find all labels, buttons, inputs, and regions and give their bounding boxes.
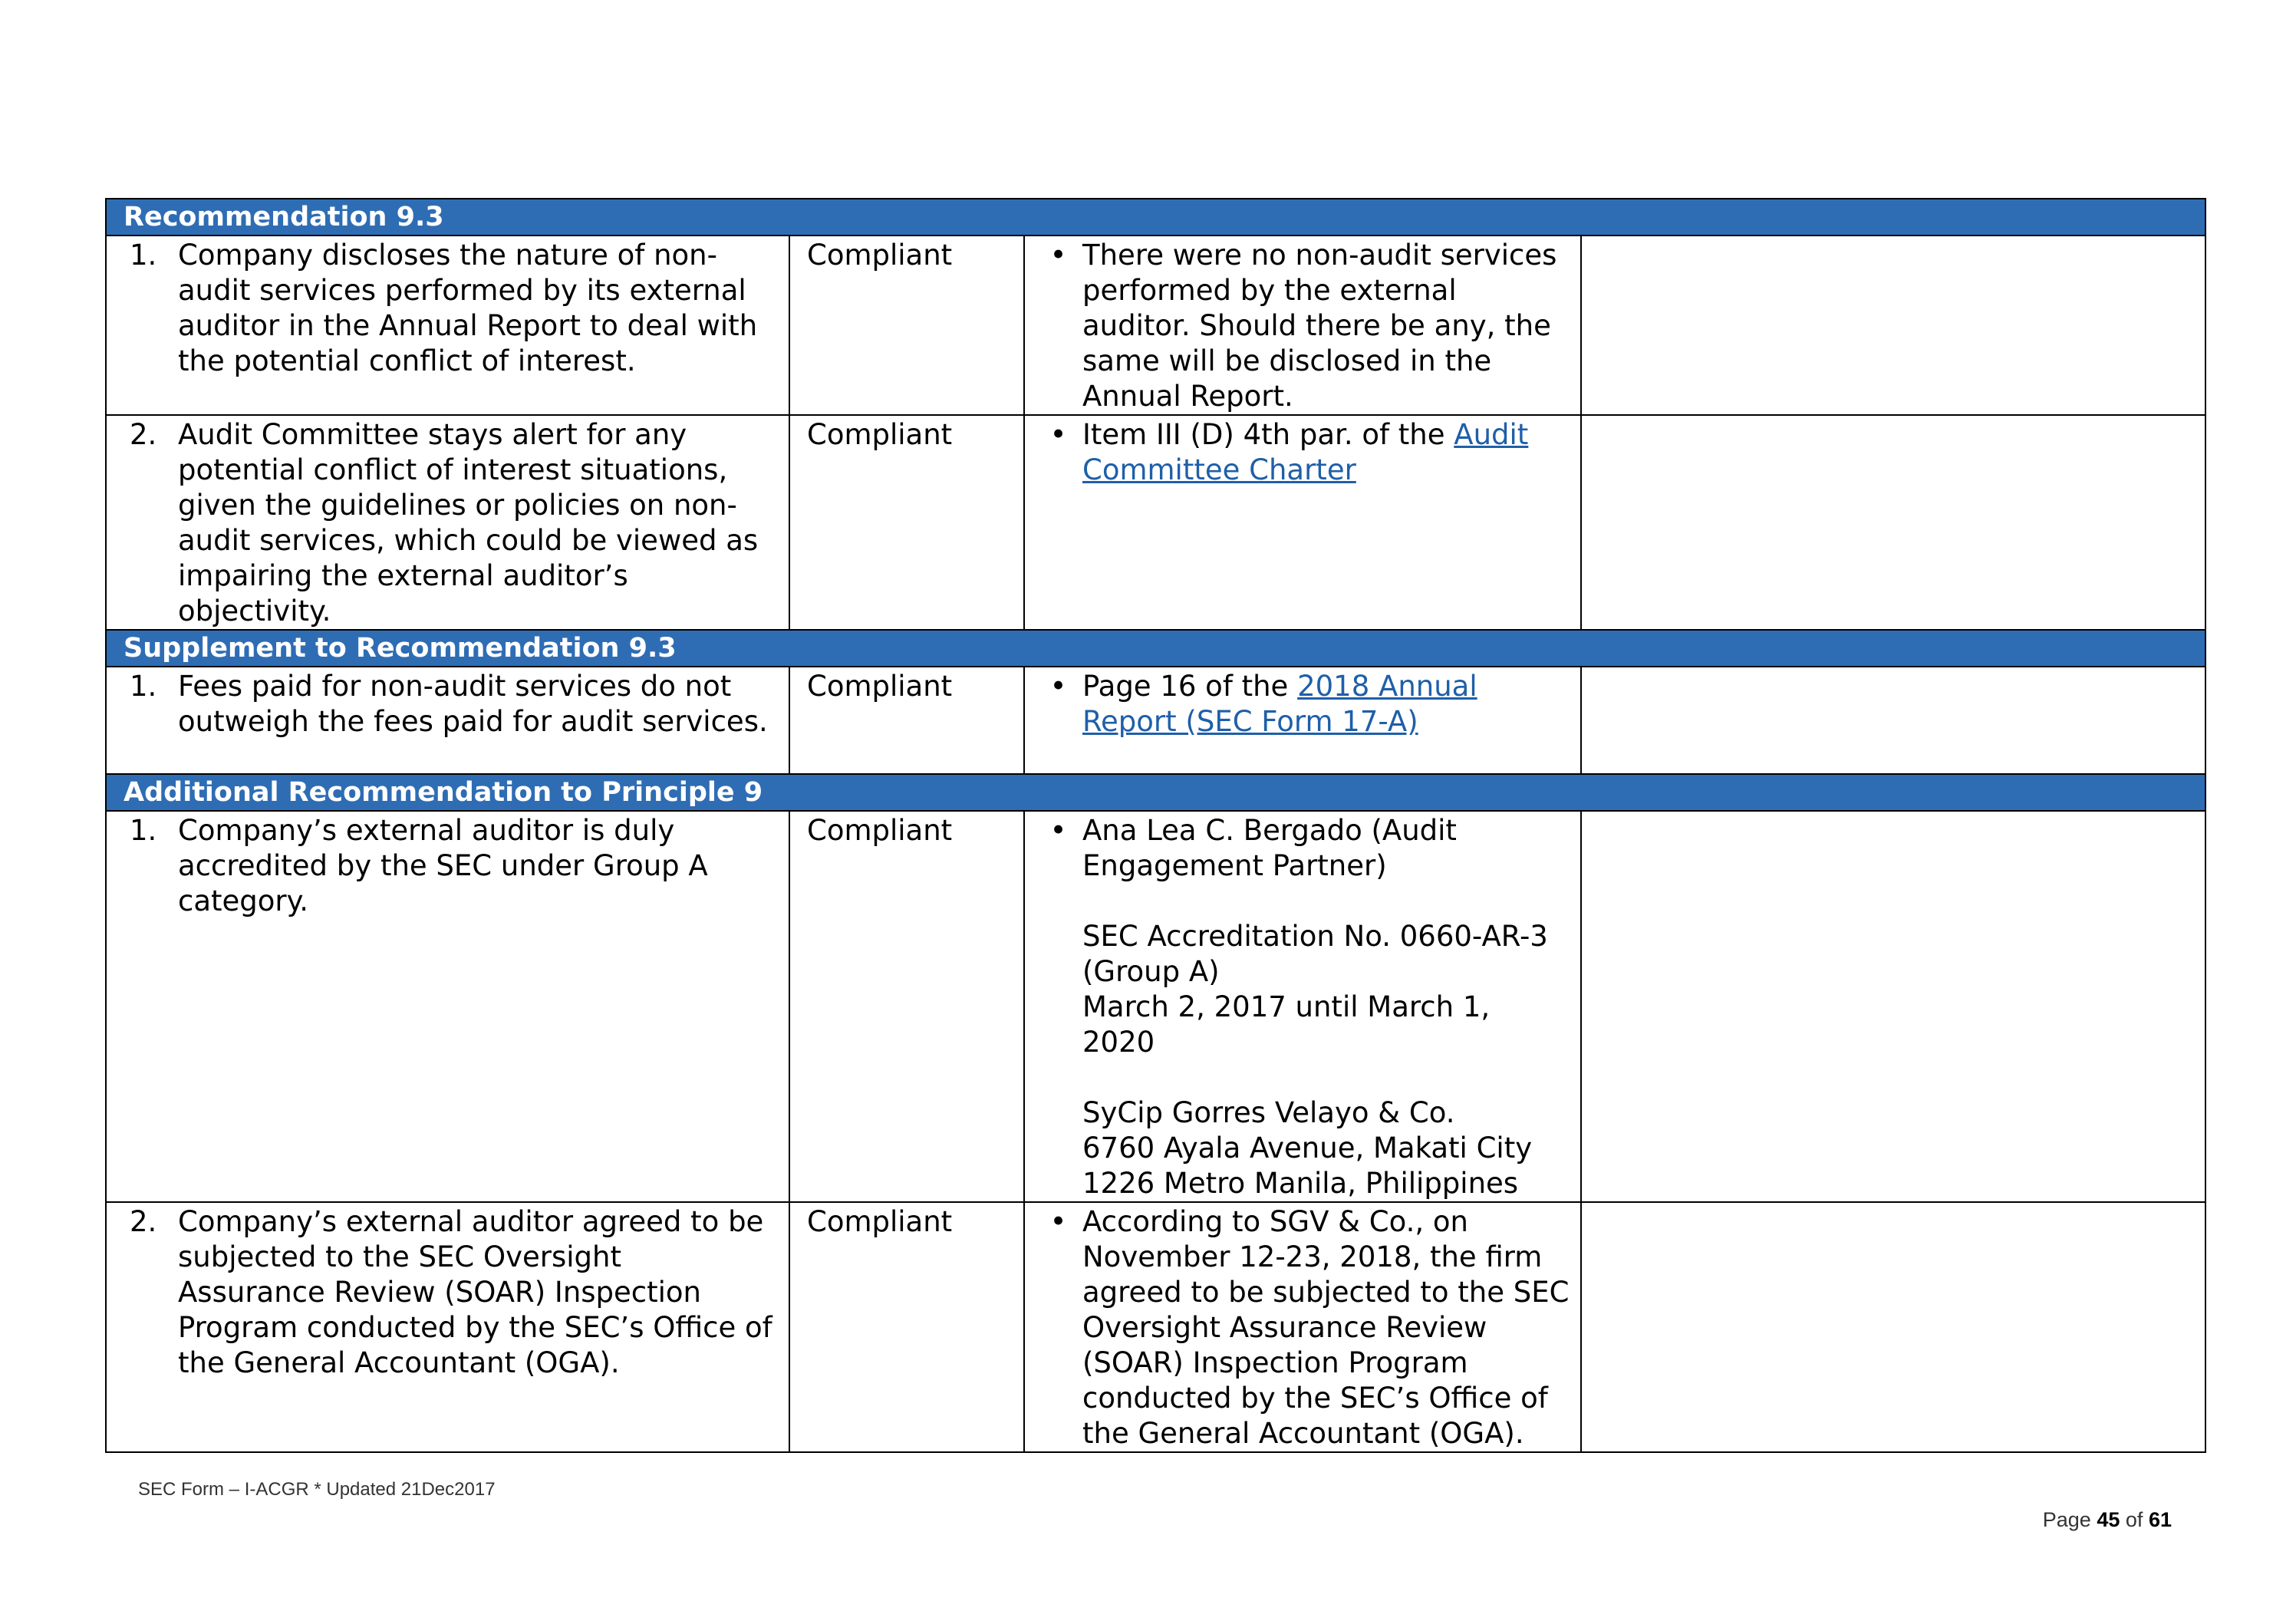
explanation-cell [1581, 236, 2205, 415]
evidence-lines [1082, 813, 1571, 1201]
evidence-spacer [1082, 1060, 1571, 1095]
evidence-line: (Group A) [1082, 955, 1220, 988]
compliance-table [105, 198, 2206, 1453]
item-number: 2. [130, 418, 157, 451]
evidence-line: 6760 Ayala Avenue, Makati City [1082, 1132, 1533, 1164]
section-heading: Recommendation 9.3 [106, 199, 2205, 236]
status-cell [789, 811, 1024, 1202]
evidence-line: SEC Accreditation No. 0660-AR-3 [1082, 920, 1548, 953]
bullet-icon: • [1049, 239, 1067, 272]
section-heading: Additional Recommendation to Principle 9 [106, 774, 2205, 811]
status-cell [789, 1202, 1024, 1452]
recommendation-cell [106, 415, 789, 630]
bullet-icon: • [1049, 814, 1067, 847]
item-number: 1. [130, 670, 157, 703]
recommendation-text: Fees paid for non-audit services do not outweigh the fees paid for audit services. [178, 670, 768, 738]
recommendation-text: Audit Committee stays alert for any potential conflict of interest situations, given the guidelines or policies on non-audit services, which could be viewed as impairing the external auditor’s objectivity. [178, 418, 759, 628]
bullet-icon: • [1049, 418, 1067, 451]
evidence-text: According to SGV & Co., on November 12-23, 2018, the firm agreed to be subjected to the SEC Oversight Assurance Review (SOAR) Inspection Program conducted by the SEC’s Office of the General Accountant (OGA). [1082, 1205, 1570, 1450]
page-of: of [2125, 1508, 2143, 1531]
recommendation-cell [106, 811, 789, 1202]
section-heading: Supplement to Recommendation 9.3 [106, 630, 2205, 667]
page-word: Page [2042, 1508, 2091, 1531]
form-footer-label: SEC Form – I-ACGR * Updated 21Dec2017 [138, 1479, 496, 1500]
evidence-line: Ana Lea C. Bergado (Audit [1082, 814, 1457, 847]
status-text: Compliant [807, 239, 953, 272]
evidence-line: 1226 Metro Manila, Philippines [1082, 1167, 1519, 1200]
status-text: Compliant [807, 1205, 953, 1238]
status-text: Compliant [807, 814, 953, 847]
evidence-line: Engagement Partner) [1082, 849, 1387, 882]
item-number: 1. [130, 814, 157, 847]
bullet-icon: • [1049, 1205, 1067, 1238]
table-row [106, 667, 2205, 774]
evidence-spacer [1082, 884, 1571, 919]
evidence-cell [1024, 1202, 1581, 1452]
status-cell [789, 415, 1024, 630]
item-number: 2. [130, 1205, 157, 1238]
evidence-cell [1024, 415, 1581, 630]
evidence-cell [1024, 236, 1581, 415]
recommendation-text: Company discloses the nature of non-audit services performed by its external auditor in the Annual Report to deal with the potential conflict of interest. [178, 239, 758, 377]
table-row [106, 1202, 2205, 1452]
evidence-text: Item III (D) 4th par. of the [1082, 418, 1454, 451]
audit-committee-charter-link[interactable]: Audit Committee Charter [1082, 418, 1529, 486]
recommendation-text: Company’s external auditor is duly accredited by the SEC under Group A category. [178, 814, 708, 917]
page-total: 61 [2148, 1508, 2172, 1531]
recommendation-text: Company’s external auditor agreed to be subjected to the SEC Oversight Assurance Review (SOAR) Inspection Program conducted by the SEC’s Office of the General Accountant (OGA). [178, 1205, 772, 1379]
status-cell [789, 236, 1024, 415]
evidence-line: March 2, 2017 until March 1, 2020 [1082, 990, 1491, 1059]
status-text: Compliant [807, 418, 953, 451]
bullet-icon: • [1049, 670, 1067, 703]
evidence-text: Page 16 of the [1082, 670, 1298, 703]
recommendation-cell [106, 1202, 789, 1452]
page-number [2043, 1508, 2172, 1532]
recommendation-cell [106, 667, 789, 774]
status-text: Compliant [807, 670, 953, 703]
table-row [106, 811, 2205, 1202]
explanation-cell [1581, 811, 2205, 1202]
status-cell [789, 667, 1024, 774]
evidence-text: There were no non-audit services performed by the external auditor. Should there be any, the same will be disclosed in the Annual Report. [1082, 239, 1557, 413]
table-row [106, 415, 2205, 630]
evidence-cell [1024, 667, 1581, 774]
table-row [106, 236, 2205, 415]
evidence-cell [1024, 811, 1581, 1202]
recommendation-cell [106, 236, 789, 415]
page-current: 45 [2097, 1508, 2120, 1531]
explanation-cell [1581, 415, 2205, 630]
explanation-cell [1581, 1202, 2205, 1452]
annual-report-link[interactable]: 2018 Annual Report (SEC Form 17-A) [1082, 670, 1477, 738]
explanation-cell [1581, 667, 2205, 774]
item-number: 1. [130, 239, 157, 272]
evidence-line: SyCip Gorres Velayo & Co. [1082, 1096, 1455, 1129]
